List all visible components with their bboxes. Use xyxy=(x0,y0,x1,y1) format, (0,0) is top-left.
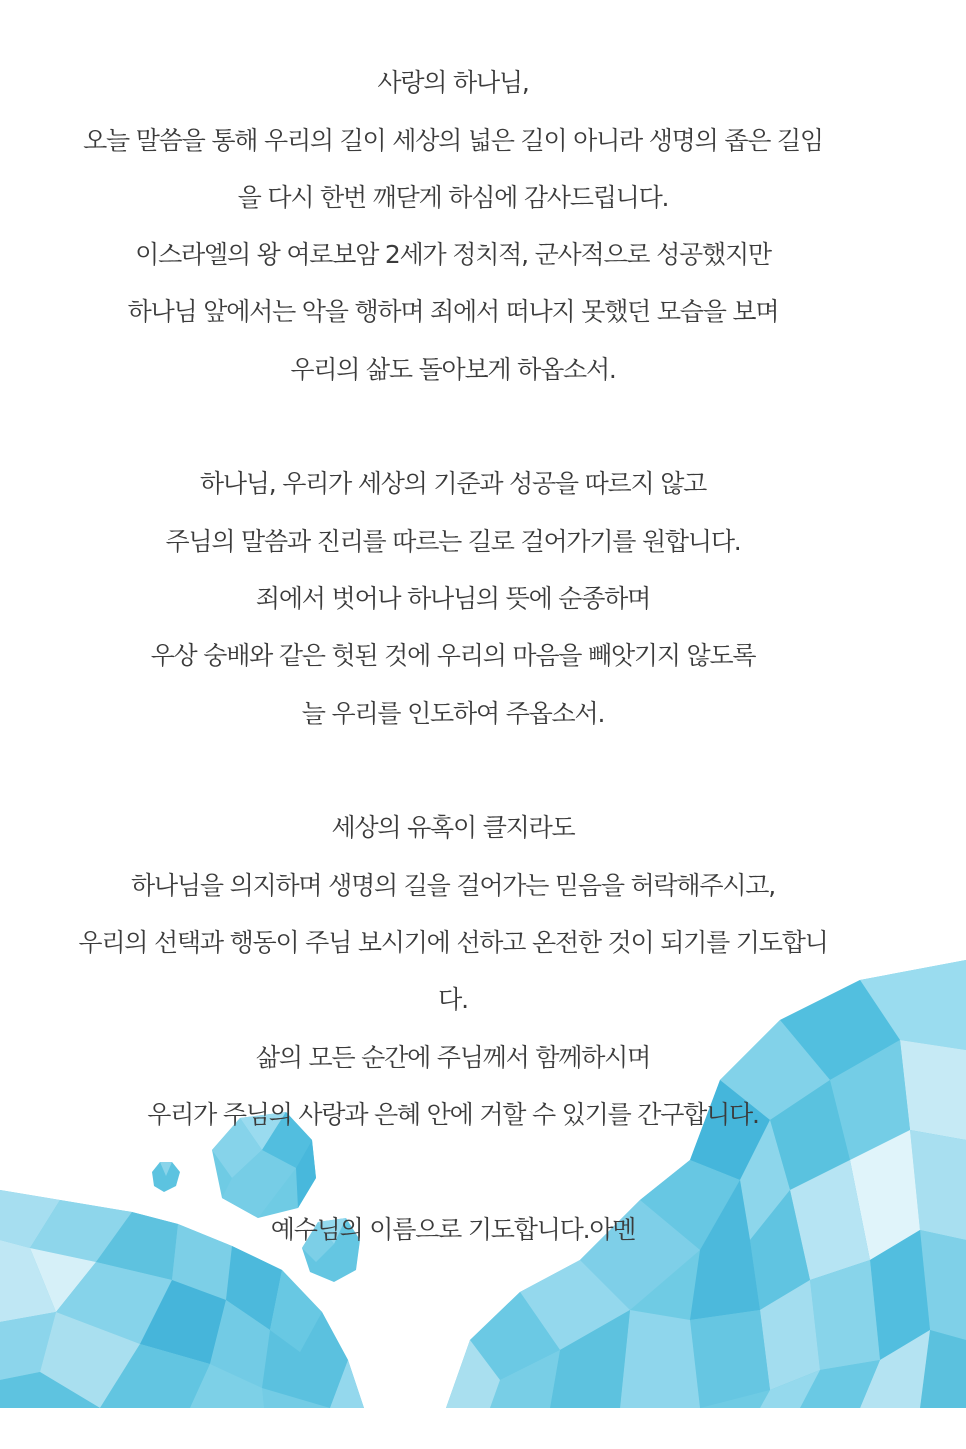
prayer-line: 우상 숭배와 같은 헛된 것에 우리의 마음을 빼앗기지 않도록 xyxy=(150,641,756,670)
right-crystal xyxy=(446,960,966,1408)
prayer-line: 하나님, 우리가 세상의 기준과 성공을 따르지 않고 xyxy=(199,469,707,498)
prayer-line: 죄에서 벗어나 하나님의 뜻에 순종하며 xyxy=(255,584,651,613)
prayer-line: 삶의 모든 순간에 주님께서 함께하시며 xyxy=(255,1043,651,1072)
prayer-line: 이스라엘의 왕 여로보암 2세가 정치적, 군사적으로 성공했지만 xyxy=(135,240,771,269)
prayer-line: 을 다시 한번 깨닫게 하심에 감사드립니다. xyxy=(237,183,669,212)
prayer-line: 우리의 삶도 돌아보게 하옵소서. xyxy=(290,355,616,384)
prayer-line: 세상의 유혹이 클지라도 xyxy=(331,813,575,842)
small-bubble xyxy=(152,1162,180,1192)
prayer-closing: 예수님의 이름으로 기도합니다.아멘 xyxy=(270,1215,636,1244)
prayer-line: 다. xyxy=(438,985,468,1014)
prayer-line: 하나님 앞에서는 악을 행하며 죄에서 떠나지 못했던 모습을 보며 xyxy=(127,297,779,326)
prayer-line: 오늘 말씀을 통해 우리의 길이 세상의 넓은 길이 아니라 생명의 좁은 길임 xyxy=(83,126,823,155)
prayer-line: 하나님을 의지하며 생명의 길을 걸어가는 믿음을 허락해주시고, xyxy=(131,871,775,900)
prayer-line: 주님의 말씀과 진리를 따르는 길로 걸어가기를 원합니다. xyxy=(165,527,741,556)
prayer-line: 늘 우리를 인도하여 주옵소서. xyxy=(301,699,605,728)
prayer-line: 우리의 선택과 행동이 주님 보시기에 선하고 온전한 것이 되기를 기도합니 xyxy=(78,928,828,957)
prayer-line: 사랑의 하나님, xyxy=(377,68,529,97)
prayer-line: 우리가 주님의 사랑과 은혜 안에 거할 수 있기를 간구합니다. xyxy=(147,1100,759,1129)
